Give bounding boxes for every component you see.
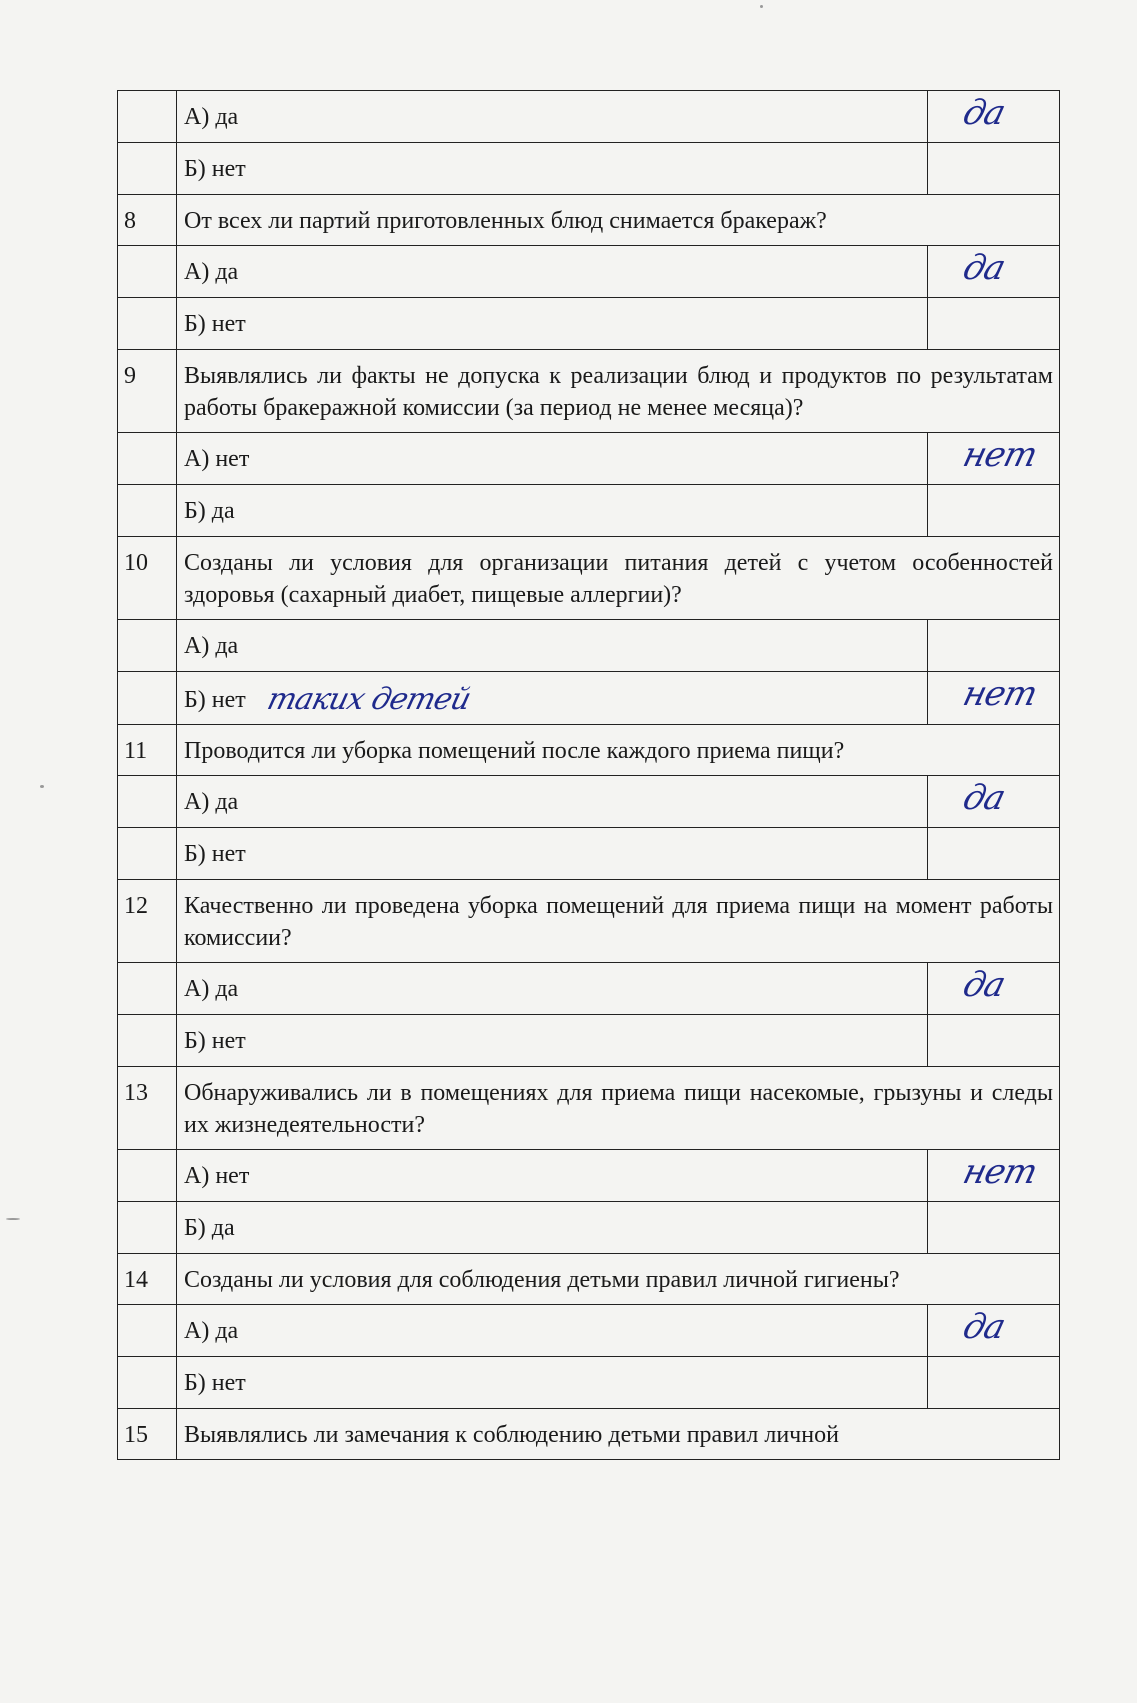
number-cell-empty: [118, 91, 177, 143]
option-label: А) нет: [184, 446, 250, 472]
number-cell-empty: [118, 1150, 177, 1202]
option-cell: [177, 1015, 928, 1067]
answer-cell: [928, 1202, 1060, 1254]
option-row: [118, 298, 1060, 350]
option-cell: [177, 1202, 928, 1254]
number-cell-empty: [118, 1305, 177, 1357]
handwritten-answer: да: [959, 1307, 1009, 1347]
answer-cell: [928, 433, 1060, 485]
option-row: [118, 828, 1060, 880]
handwritten-note: таких детей: [263, 682, 474, 717]
number-cell-empty: [118, 298, 177, 350]
number-cell-empty: [118, 776, 177, 828]
option-label: Б) нет: [184, 1028, 246, 1054]
question-row: [118, 195, 1060, 246]
number-cell-empty: [118, 246, 177, 298]
answer-cell: [928, 963, 1060, 1015]
answer-cell: [928, 1150, 1060, 1202]
option-cell: [177, 91, 928, 143]
question-row: [118, 1254, 1060, 1305]
option-cell: [177, 1150, 928, 1202]
question-number: 11: [118, 725, 177, 776]
question-text: Созданы ли условия для соблюдения детьми правил личной гигиены?: [177, 1254, 1060, 1305]
option-row: [118, 143, 1060, 195]
option-cell: [177, 1305, 928, 1357]
question-number: 14: [118, 1254, 177, 1305]
option-cell: [177, 672, 928, 725]
option-cell: [177, 620, 928, 672]
answer-cell: [928, 1015, 1060, 1067]
handwritten-answer: да: [959, 93, 1009, 133]
option-label: Б) нет: [184, 311, 246, 337]
scan-speck: [760, 5, 763, 8]
handwritten-answer: да: [959, 778, 1009, 818]
number-cell-empty: [118, 963, 177, 1015]
option-row: [118, 620, 1060, 672]
option-cell: [177, 246, 928, 298]
number-cell-empty: [118, 1357, 177, 1409]
option-label: А) да: [184, 104, 239, 130]
option-label: Б) нет: [184, 687, 246, 713]
questionnaire-table: [117, 90, 1060, 1460]
question-number: 9: [118, 350, 177, 433]
answer-cell: [928, 1357, 1060, 1409]
option-row: [118, 1357, 1060, 1409]
answer-cell: [928, 620, 1060, 672]
question-number: 12: [118, 880, 177, 963]
question-row: [118, 880, 1060, 963]
option-cell: [177, 1357, 928, 1409]
question-row: [118, 1067, 1060, 1150]
question-text: Обнаруживались ли в помещениях для приема пищи насекомые, грызуны и следы их жизнедеятельности?: [177, 1067, 1060, 1150]
answer-cell: [928, 91, 1060, 143]
option-row: [118, 1305, 1060, 1357]
answer-cell: [928, 246, 1060, 298]
option-row: [118, 246, 1060, 298]
answer-cell: [928, 143, 1060, 195]
option-label: Б) да: [184, 1215, 235, 1241]
option-label: А) да: [184, 789, 239, 815]
option-label: А) да: [184, 1318, 239, 1344]
question-text: От всех ли партий приготовленных блюд снимается бракераж?: [177, 195, 1060, 246]
question-number: 13: [118, 1067, 177, 1150]
option-cell: [177, 963, 928, 1015]
question-row: [118, 350, 1060, 433]
number-cell-empty: [118, 672, 177, 725]
question-row: [118, 537, 1060, 620]
option-label: А) нет: [184, 1163, 250, 1189]
handwritten-answer: нет: [959, 1152, 1041, 1192]
question-number: 15: [118, 1409, 177, 1460]
option-row: [118, 485, 1060, 537]
answer-cell: [928, 672, 1060, 725]
number-cell-empty: [118, 143, 177, 195]
answer-cell: [928, 298, 1060, 350]
option-cell: [177, 433, 928, 485]
option-label: А) да: [184, 259, 239, 285]
scan-speck: [6, 1218, 20, 1220]
option-label: Б) да: [184, 498, 235, 524]
handwritten-answer: да: [959, 248, 1009, 288]
number-cell-empty: [118, 828, 177, 880]
option-cell: [177, 776, 928, 828]
option-row: [118, 1202, 1060, 1254]
number-cell-empty: [118, 620, 177, 672]
option-row: [118, 672, 1060, 725]
question-number: 10: [118, 537, 177, 620]
question-row: [118, 725, 1060, 776]
option-row: [118, 1150, 1060, 1202]
option-row: [118, 91, 1060, 143]
answer-cell: [928, 828, 1060, 880]
question-text: Качественно ли проведена уборка помещений для приема пищи на момент работы комиссии?: [177, 880, 1060, 963]
answer-cell: [928, 1305, 1060, 1357]
option-label: Б) нет: [184, 841, 246, 867]
option-row: [118, 1015, 1060, 1067]
question-row: [118, 1409, 1060, 1460]
option-label: Б) нет: [184, 156, 246, 182]
option-label: Б) нет: [184, 1370, 246, 1396]
number-cell-empty: [118, 485, 177, 537]
number-cell-empty: [118, 1202, 177, 1254]
option-cell: [177, 485, 928, 537]
number-cell-empty: [118, 433, 177, 485]
handwritten-answer: нет: [959, 674, 1041, 714]
question-text: Выявлялись ли замечания к соблюдению детьми правил личной: [177, 1409, 1060, 1460]
question-text: Проводится ли уборка помещений после каждого приема пищи?: [177, 725, 1060, 776]
question-text: Выявлялись ли факты не допуска к реализации блюд и продуктов по результатам работы бракеражной комиссии (за период не менее месяца)?: [177, 350, 1060, 433]
question-number: 8: [118, 195, 177, 246]
option-cell: [177, 143, 928, 195]
handwritten-answer: да: [959, 965, 1009, 1005]
scan-speck: [40, 785, 44, 788]
option-row: [118, 433, 1060, 485]
option-label: А) да: [184, 633, 239, 659]
option-row: [118, 776, 1060, 828]
number-cell-empty: [118, 1015, 177, 1067]
option-row: [118, 963, 1060, 1015]
answer-cell: [928, 485, 1060, 537]
answer-cell: [928, 776, 1060, 828]
option-cell: [177, 828, 928, 880]
option-cell: [177, 298, 928, 350]
handwritten-answer: нет: [959, 435, 1041, 475]
question-text: Созданы ли условия для организации питания детей с учетом особенностей здоровья (сахарный диабет, пищевые аллергии)?: [177, 537, 1060, 620]
option-label: А) да: [184, 976, 239, 1002]
